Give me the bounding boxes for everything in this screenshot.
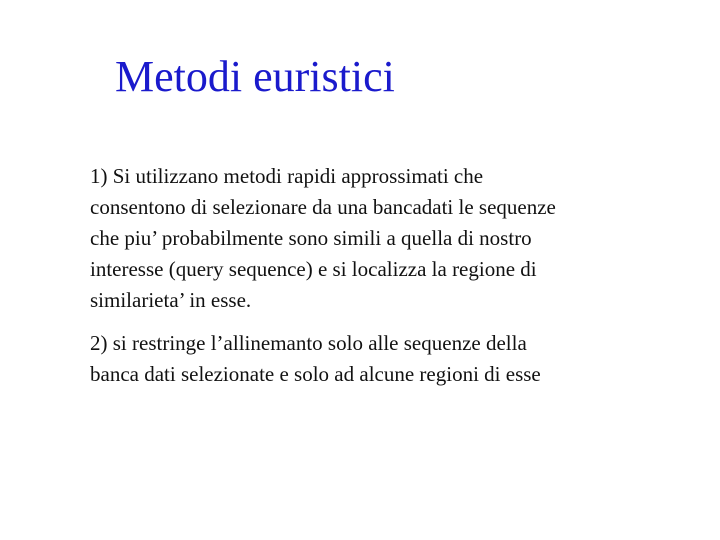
paragraph-1-line: 1) Si utilizzano metodi rapidi approssimati che (90, 164, 484, 188)
paragraph-2-line: banca dati selezionate e solo ad alcune regioni di esse (90, 362, 541, 386)
paragraph-1-line: consentono di selezionare da una bancadati le sequenze (90, 195, 556, 219)
paragraph-1-line: che piu’ probabilmente sono simili a quella di nostro (90, 226, 532, 250)
slide-body (90, 161, 650, 390)
paragraph-2 (90, 328, 650, 390)
slide-title: Metodi euristici (115, 52, 395, 101)
paragraph-1-line: similarieta’ in esse. (90, 288, 252, 312)
paragraph-1-line: interesse (query sequence) e si localizza la regione di (90, 257, 537, 281)
paragraph-2-line: 2) si restringe l’allinemanto solo alle sequenze della (90, 331, 527, 355)
paragraph-1 (90, 161, 650, 316)
